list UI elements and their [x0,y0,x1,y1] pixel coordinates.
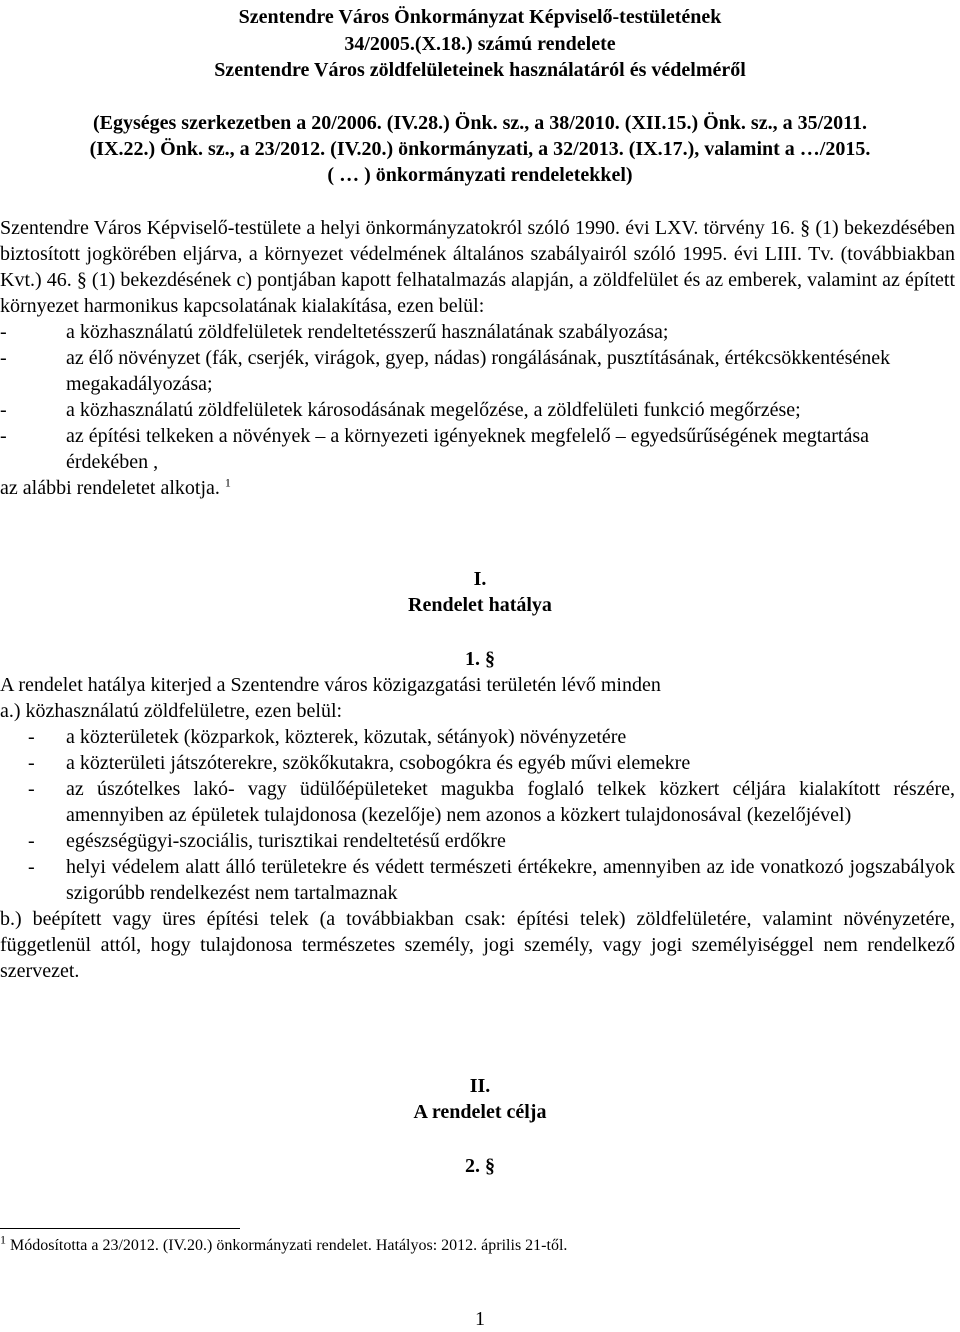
section-number: II. [469,1075,491,1097]
dash: - [0,347,7,369]
preamble [0,215,955,501]
section-2-heading [0,1073,960,1125]
scope-point-a: a.) közhasználatú zöldfelületre, ezen belül: [0,700,343,722]
dash: - [0,425,7,447]
paragraph-2-number: 2. § [465,1155,495,1177]
preamble-bullet: - az élő növényzet (fák, cserjék, virágok, gyep, nádas) rongálásának, pusztításának, értékcsökkentésének megakadályozása; [0,347,891,395]
footnote-separator [0,1228,240,1229]
section-title: Rendelet hatálya [408,594,552,616]
page-number: 1 [475,1308,485,1330]
section-title: A rendelet célja [413,1101,547,1123]
amendment-note [0,110,960,189]
section-number: I. [473,568,487,590]
scope-item: - a közterületi játszóterekre, szökőkutakra, csobogókra és egyéb művi elemekre [28,752,691,774]
scope-intro: A rendelet hatálya kiterjed a Szentendre város közigazgatási területén lévő minden [0,674,661,696]
amendment-line: (IX.22.) Önk. sz., a 23/2012. (IV.20.) önkormányzati, a 32/2013. (IX.17.), valamint a …/2015. [89,138,871,161]
title-line: 34/2005.(X.18.) számú rendelete [344,32,616,55]
preamble-bullet: - a közhasználatú zöldfelületek rendeltetésszerű használatának szabályozása; [0,321,669,343]
section-1-body [0,672,955,984]
dash: - [28,830,35,852]
scope-item: - egészségügyi-szociális, turisztikai rendeltetésű erdőkre [28,830,506,852]
document-title [0,4,960,84]
title-line: Szentendre Város zöldfelületeinek használatáról és védelméről [214,59,746,82]
footnote-number: 1 [0,1232,6,1247]
dash: - [28,778,35,800]
preamble-bullet: - a közhasználatú zöldfelületek károsodásának megelőzése, a zöldfelületi funkció megőrzése; [0,399,801,421]
preamble-closing: az alábbi rendeletet alkotja. $^1$ [0,475,231,499]
footnote [0,1232,568,1256]
dash: - [28,752,35,774]
preamble-text: Szentendre Város Képviselő-testülete a helyi önkormányzatokról szóló 1990. évi LXV. törvény 16. § (1) bekezdésében biztosított jogkörében eljárva, a környezet védelmének általános szabályairól szóló 1995. évi LIII. Tv. (továbbiakban Kvt.) 46. § (1) bekezdésének c) pontjában kapott felhatalmazás alapján, a zöldfelület és az emberek, valamint az épített környezet harmonikus kapcsolatának kialakítása, ezen belül: [0,217,955,317]
amendment-line: (Egységes szerkezetben a 20/2006. (IV.28.) Önk. sz., a 38/2010. (XII.15.) Önk. sz., a 35/2011. [92,112,868,134]
dash: - [0,321,7,343]
title-line: Szentendre Város Önkormányzat Képviselő-testületének [238,6,722,28]
dash: - [28,856,35,878]
scope-item: - az úszótelkes lakó- vagy üdülőépületeket magukba foglaló telkek közkert céljára kialakított részére, amennyiben az épületek tulajdonosa (kezelője) nem azonos a közkert tulajdonosával (kezelőjével) [28,778,955,826]
footnote-text: Módosította a 23/2012. (IV.20.) önkormányzati rendelet. Hatályos: 2012. április 21-től. [10,1237,568,1254]
scope-item: - helyi védelem alatt álló területekre és védett természeti értékekre, amennyiben az ide vonatkozó jogszabályok szigorúbb rendelkezést nem tartalmaznak [28,856,955,904]
scope-item-list [0,724,955,906]
paragraph-1-number: 1. § [465,648,495,670]
scope-point-b: b.) beépített vagy üres építési telek (a továbbiakban csak: építési telek) zöldfelületére, valamint növényzetére, függetlenül attól, hogy tulajdonosa természetes személy, jogi személy, vagy jogi személyiséggel nem rendelkező szervezet. [0,908,955,982]
preamble-bullet: - az építési telkeken a növények – a környezeti igényeknek megfelelő – egyedsűrűségének megtartása érdekében , [0,425,869,473]
footnote-reference[interactable]: 1 [224,475,231,490]
section-1-heading [0,566,960,618]
scope-item: - a közterületek (közparkok, közterek, közutak, sétányok) növényzetére [28,726,627,748]
dash: - [0,399,7,421]
preamble-bullet-list [0,319,955,475]
amendment-line: ( … ) önkormányzati rendeletekkel) [327,164,633,187]
dash: - [28,726,35,748]
